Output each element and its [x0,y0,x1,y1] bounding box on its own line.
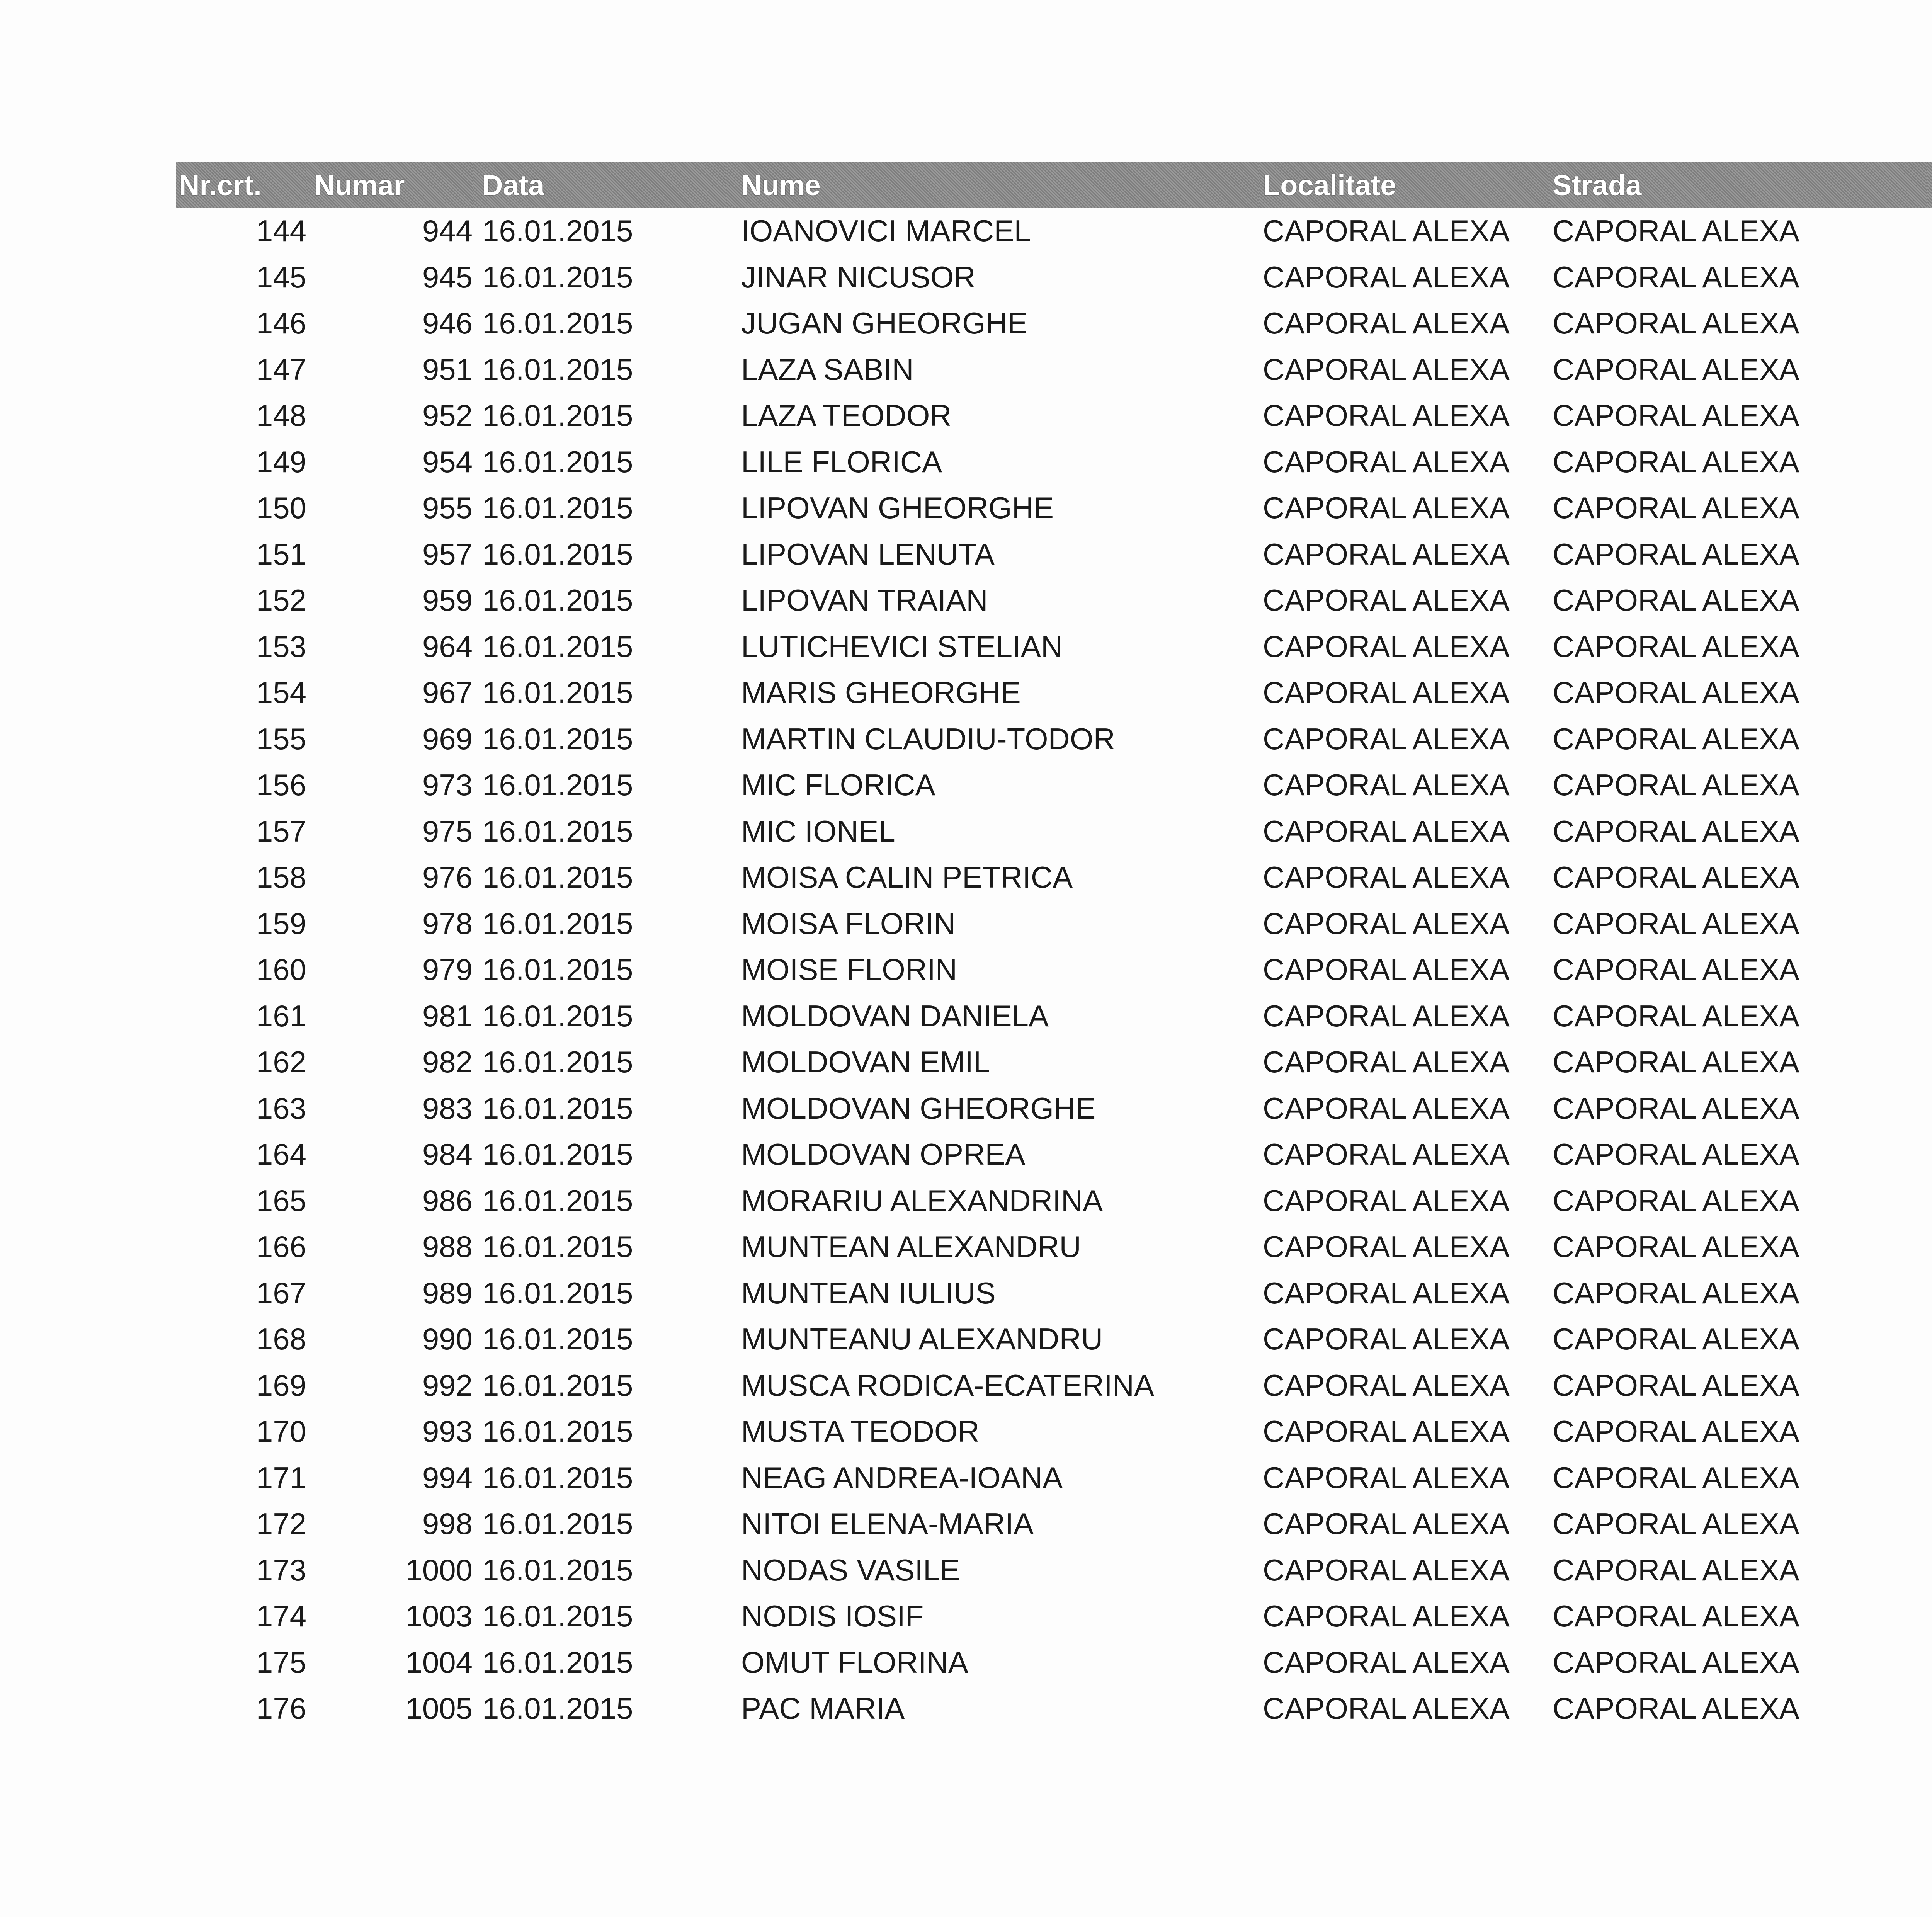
cell-nume: OMUT FLORINA [741,1645,968,1679]
table-row [176,1316,1932,1362]
cell-data: 16.01.2015 [482,953,633,987]
table-row [176,1178,1932,1224]
cell-data: 16.01.2015 [482,1368,633,1402]
cell-localitate: CAPORAL ALEXA [1263,1091,1510,1125]
cell-data: 16.01.2015 [482,629,633,663]
cell-nr [1927,439,1932,485]
cell-nr-crt: 154 [256,675,306,710]
cell-strada: CAPORAL ALEXA [1553,1045,1799,1079]
cell-localitate: CAPORAL ALEXA [1263,1645,1510,1679]
cell-data: 16.01.2015 [482,1230,633,1264]
cell-strada: CAPORAL ALEXA [1553,1414,1799,1449]
cell-numar: 993 [422,1414,473,1449]
cell-strada: CAPORAL ALEXA [1553,444,1799,479]
cell-nr [1927,1039,1932,1085]
cell-nume: MOISE FLORIN [741,953,957,987]
column-header-nume: Nume [726,162,1259,208]
cell-nr [1927,716,1932,762]
cell-nume: MOISA FLORIN [741,906,956,941]
cell-data: 16.01.2015 [482,537,633,571]
cell-nr-crt: 159 [256,906,306,941]
table-row [176,485,1932,531]
cell-strada: CAPORAL ALEXA [1553,583,1799,617]
cell-strada: CAPORAL ALEXA [1553,1137,1799,1172]
cell-localitate: CAPORAL ALEXA [1263,768,1510,802]
cell-nume: MUNTEANU ALEXANDRU [741,1322,1103,1356]
cell-nr-crt: 157 [256,814,306,848]
cell-strada: CAPORAL ALEXA [1553,953,1799,987]
cell-numar: 986 [422,1183,473,1218]
cell-nr [1927,531,1932,578]
cell-localitate: CAPORAL ALEXA [1263,444,1510,479]
table-row [176,670,1932,716]
cell-localitate: CAPORAL ALEXA [1263,906,1510,941]
table-row [176,1224,1932,1270]
cell-nr-crt: 158 [256,860,306,895]
cell-nume: LUTICHEVICI STELIAN [741,629,1063,663]
cell-localitate: CAPORAL ALEXA [1263,398,1510,433]
cell-nr-crt: 149 [256,444,306,479]
cell-nr-crt: 162 [256,1045,306,1079]
cell-localitate: CAPORAL ALEXA [1263,860,1510,895]
cell-nr-crt: 164 [256,1137,306,1172]
cell-nr [1927,1224,1932,1270]
cell-strada: CAPORAL ALEXA [1553,1599,1799,1633]
table-row [176,1547,1932,1594]
cell-nume: MOLDOVAN GHEORGHE [741,1091,1096,1125]
cell-numar: 955 [422,491,473,525]
cell-strada: CAPORAL ALEXA [1553,721,1799,756]
cell-nume: MARIS GHEORGHE [741,675,1021,710]
column-header-numar: Numar [306,162,473,208]
cell-nr [1927,624,1932,670]
cell-numar: 957 [422,537,473,571]
cell-localitate: CAPORAL ALEXA [1263,1183,1510,1218]
cell-numar: 944 [422,214,473,248]
cell-numar: 978 [422,906,473,941]
cell-strada: CAPORAL ALEXA [1553,675,1799,710]
cell-data: 16.01.2015 [482,306,633,340]
table-row [176,577,1932,624]
cell-data: 16.01.2015 [482,1460,633,1495]
cell-data: 16.01.2015 [482,1276,633,1310]
cell-localitate: CAPORAL ALEXA [1263,1045,1510,1079]
cell-numar: 982 [422,1045,473,1079]
cell-data: 16.01.2015 [482,583,633,617]
table-row [176,1593,1932,1640]
cell-nume: LIPOVAN LENUTA [741,537,995,571]
cell-nr [1927,670,1932,716]
cell-nr [1927,808,1932,855]
table-row [176,1640,1932,1686]
cell-strada: CAPORAL ALEXA [1553,398,1799,433]
cell-numar: 990 [422,1322,473,1356]
table-row [176,393,1932,439]
table-row [176,1270,1932,1317]
cell-strada: CAPORAL ALEXA [1553,1553,1799,1587]
cell-nr [1927,901,1932,947]
cell-localitate: CAPORAL ALEXA [1263,537,1510,571]
cell-numar: 964 [422,629,473,663]
cell-nr-crt: 147 [256,352,306,386]
cell-nr-crt: 171 [256,1460,306,1495]
cell-numar: 954 [422,444,473,479]
cell-numar: 969 [422,721,473,756]
cell-localitate: CAPORAL ALEXA [1263,721,1510,756]
cell-localitate: CAPORAL ALEXA [1263,1507,1510,1541]
cell-numar: 959 [422,583,473,617]
cell-nume: MARTIN CLAUDIU-TODOR [741,721,1115,756]
cell-data: 16.01.2015 [482,444,633,479]
cell-data: 16.01.2015 [482,1553,633,1587]
table-row [176,947,1932,993]
table-row [176,1408,1932,1455]
cell-data: 16.01.2015 [482,1507,633,1541]
cell-nr-crt: 156 [256,768,306,802]
cell-data: 16.01.2015 [482,814,633,848]
cell-localitate: CAPORAL ALEXA [1263,1276,1510,1310]
cell-nr-crt: 168 [256,1322,306,1356]
cell-nr-crt: 146 [256,306,306,340]
table-row [176,1131,1932,1178]
cell-localitate: CAPORAL ALEXA [1263,1691,1510,1726]
cell-nr [1927,1640,1932,1686]
table-row [176,1501,1932,1547]
cell-nr-crt: 152 [256,583,306,617]
cell-localitate: CAPORAL ALEXA [1263,214,1510,248]
cell-nr [1927,1270,1932,1317]
cell-nume: LIPOVAN TRAIAN [741,583,988,617]
cell-nume: MUSCA RODICA-ECATERINA [741,1368,1154,1402]
table-row [176,1455,1932,1501]
cell-nr-crt: 174 [256,1599,306,1633]
cell-data: 16.01.2015 [482,1414,633,1449]
cell-data: 16.01.2015 [482,1091,633,1125]
cell-nume: MOISA CALIN PETRICA [741,860,1073,895]
cell-strada: CAPORAL ALEXA [1553,1645,1799,1679]
cell-strada: CAPORAL ALEXA [1553,768,1799,802]
cell-nr [1927,1455,1932,1501]
cell-data: 16.01.2015 [482,398,633,433]
cell-nr [1927,1501,1932,1547]
cell-nr-crt: 148 [256,398,306,433]
cell-nr [1927,300,1932,347]
cell-nr [1927,393,1932,439]
cell-numar: 975 [422,814,473,848]
cell-data: 16.01.2015 [482,1691,633,1726]
cell-numar: 984 [422,1137,473,1172]
cell-nr [1927,854,1932,901]
cell-nume: MOLDOVAN DANIELA [741,998,1049,1033]
cell-nr [1927,1593,1932,1640]
cell-nume: NITOI ELENA-MARIA [741,1507,1034,1541]
cell-nr [1927,1686,1932,1732]
table-row [176,347,1932,393]
table-row [176,808,1932,855]
column-header-data: Data [473,162,726,208]
cell-nr [1927,1316,1932,1362]
cell-localitate: CAPORAL ALEXA [1263,1414,1510,1449]
cell-data: 16.01.2015 [482,352,633,386]
column-header-nr-crt: Nr.crt. [176,162,306,208]
debtors-sheet [176,162,1932,1732]
cell-numar: 973 [422,768,473,802]
cell-nr-crt: 151 [256,537,306,571]
cell-data: 16.01.2015 [482,721,633,756]
cell-nume: MOLDOVAN OPREA [741,1137,1026,1172]
cell-nr [1927,208,1932,254]
cell-numar: 1000 [405,1553,473,1587]
cell-nr [1927,1547,1932,1594]
table-header-row [176,162,1932,208]
cell-strada: CAPORAL ALEXA [1553,537,1799,571]
cell-localitate: CAPORAL ALEXA [1263,1599,1510,1633]
column-header-strada: Strada [1549,162,1927,208]
cell-numar: 976 [422,860,473,895]
table-body [176,208,1932,1732]
cell-nume: MOLDOVAN EMIL [741,1045,990,1079]
cell-localitate: CAPORAL ALEXA [1263,352,1510,386]
table-row [176,208,1932,254]
cell-nr [1927,762,1932,808]
cell-data: 16.01.2015 [482,1645,633,1679]
cell-strada: CAPORAL ALEXA [1553,260,1799,294]
table-row [176,1362,1932,1409]
cell-numar: 983 [422,1091,473,1125]
cell-strada: CAPORAL ALEXA [1553,1691,1799,1726]
table-row [176,762,1932,808]
cell-strada: CAPORAL ALEXA [1553,860,1799,895]
cell-nr [1927,947,1932,993]
table-row [176,1085,1932,1132]
table-row [176,300,1932,347]
cell-data: 16.01.2015 [482,860,633,895]
cell-strada: CAPORAL ALEXA [1553,1368,1799,1402]
cell-localitate: CAPORAL ALEXA [1263,260,1510,294]
cell-nr-crt: 153 [256,629,306,663]
cell-strada: CAPORAL ALEXA [1553,629,1799,663]
cell-nr-crt: 150 [256,491,306,525]
cell-data: 16.01.2015 [482,260,633,294]
table-row [176,531,1932,578]
cell-nume: MUNTEAN ALEXANDRU [741,1230,1081,1264]
cell-localitate: CAPORAL ALEXA [1263,1322,1510,1356]
cell-numar: 952 [422,398,473,433]
cell-data: 16.01.2015 [482,1183,633,1218]
cell-localitate: CAPORAL ALEXA [1263,814,1510,848]
cell-strada: CAPORAL ALEXA [1553,1276,1799,1310]
table-row [176,1039,1932,1085]
table-row [176,901,1932,947]
cell-data: 16.01.2015 [482,906,633,941]
cell-strada: CAPORAL ALEXA [1553,1507,1799,1541]
cell-nr [1927,347,1932,393]
cell-localitate: CAPORAL ALEXA [1263,1460,1510,1495]
cell-localitate: CAPORAL ALEXA [1263,998,1510,1033]
cell-data: 16.01.2015 [482,1599,633,1633]
cell-numar: 998 [422,1507,473,1541]
cell-numar: 1004 [405,1645,473,1679]
table-row [176,854,1932,901]
table-row [176,624,1932,670]
cell-nume: NODIS IOSIF [741,1599,924,1633]
cell-data: 16.01.2015 [482,214,633,248]
cell-nr-crt: 160 [256,953,306,987]
cell-nume: LAZA TEODOR [741,398,952,433]
cell-strada: CAPORAL ALEXA [1553,1322,1799,1356]
cell-nr-crt: 170 [256,1414,306,1449]
cell-strada: CAPORAL ALEXA [1553,214,1799,248]
cell-nr [1927,1131,1932,1178]
cell-localitate: CAPORAL ALEXA [1263,1553,1510,1587]
cell-nr-crt: 144 [256,214,306,248]
cell-nr [1927,1408,1932,1455]
cell-strada: CAPORAL ALEXA [1553,906,1799,941]
cell-numar: 967 [422,675,473,710]
column-header-nr [1927,162,1932,208]
cell-numar: 992 [422,1368,473,1402]
cell-localitate: CAPORAL ALEXA [1263,953,1510,987]
cell-strada: CAPORAL ALEXA [1553,998,1799,1033]
cell-nr-crt: 155 [256,721,306,756]
debtors-table [176,162,1932,1732]
cell-strada: CAPORAL ALEXA [1553,1091,1799,1125]
cell-nume: NEAG ANDREA-IOANA [741,1460,1063,1495]
table-row [176,1686,1932,1732]
cell-nume: MIC IONEL [741,814,895,848]
column-header-localitate: Localitate [1259,162,1549,208]
cell-numar: 979 [422,953,473,987]
cell-numar: 1005 [405,1691,473,1726]
cell-numar: 945 [422,260,473,294]
cell-nume: LAZA SABIN [741,352,914,386]
cell-nr-crt: 169 [256,1368,306,1402]
cell-numar: 1003 [405,1599,473,1633]
table-row [176,716,1932,762]
cell-nume: MUSTA TEODOR [741,1414,980,1449]
cell-nr-crt: 145 [256,260,306,294]
cell-data: 16.01.2015 [482,675,633,710]
cell-numar: 981 [422,998,473,1033]
cell-nr [1927,485,1932,531]
cell-nume: MUNTEAN IULIUS [741,1276,996,1310]
cell-nr [1927,577,1932,624]
cell-numar: 988 [422,1230,473,1264]
cell-strada: CAPORAL ALEXA [1553,1183,1799,1218]
cell-strada: CAPORAL ALEXA [1553,491,1799,525]
cell-nume: JINAR NICUSOR [741,260,976,294]
cell-strada: CAPORAL ALEXA [1553,352,1799,386]
cell-data: 16.01.2015 [482,998,633,1033]
cell-data: 16.01.2015 [482,491,633,525]
cell-nr-crt: 163 [256,1091,306,1125]
cell-localitate: CAPORAL ALEXA [1263,1230,1510,1264]
cell-nr [1927,1362,1932,1409]
cell-nume: NODAS VASILE [741,1553,960,1587]
cell-nume: PAC MARIA [741,1691,905,1726]
cell-data: 16.01.2015 [482,1137,633,1172]
cell-numar: 989 [422,1276,473,1310]
cell-nume: MORARIU ALEXANDRINA [741,1183,1103,1218]
cell-data: 16.01.2015 [482,1322,633,1356]
cell-nume: LIPOVAN GHEORGHE [741,491,1054,525]
table-row [176,993,1932,1039]
cell-localitate: CAPORAL ALEXA [1263,1368,1510,1402]
cell-nr-crt: 173 [256,1553,306,1587]
cell-localitate: CAPORAL ALEXA [1263,675,1510,710]
table-row [176,254,1932,301]
cell-strada: CAPORAL ALEXA [1553,1230,1799,1264]
cell-nr-crt: 175 [256,1645,306,1679]
cell-numar: 951 [422,352,473,386]
cell-localitate: CAPORAL ALEXA [1263,629,1510,663]
cell-nr [1927,1178,1932,1224]
cell-nr-crt: 167 [256,1276,306,1310]
cell-localitate: CAPORAL ALEXA [1263,306,1510,340]
cell-numar: 946 [422,306,473,340]
cell-strada: CAPORAL ALEXA [1553,1460,1799,1495]
cell-nr [1927,254,1932,301]
cell-nume: MIC FLORICA [741,768,935,802]
cell-nume: IOANOVICI MARCEL [741,214,1031,248]
cell-strada: CAPORAL ALEXA [1553,814,1799,848]
cell-nr [1927,993,1932,1039]
cell-numar: 994 [422,1460,473,1495]
cell-data: 16.01.2015 [482,1045,633,1079]
cell-nume: LILE FLORICA [741,444,942,479]
cell-nr-crt: 172 [256,1507,306,1541]
cell-nr-crt: 176 [256,1691,306,1726]
cell-localitate: CAPORAL ALEXA [1263,583,1510,617]
cell-localitate: CAPORAL ALEXA [1263,491,1510,525]
cell-nume: JUGAN GHEORGHE [741,306,1028,340]
cell-nr-crt: 161 [256,998,306,1033]
table-row [176,439,1932,485]
cell-localitate: CAPORAL ALEXA [1263,1137,1510,1172]
cell-nr [1927,1085,1932,1132]
cell-nr-crt: 166 [256,1230,306,1264]
cell-nr-crt: 165 [256,1183,306,1218]
cell-data: 16.01.2015 [482,768,633,802]
cell-strada: CAPORAL ALEXA [1553,306,1799,340]
